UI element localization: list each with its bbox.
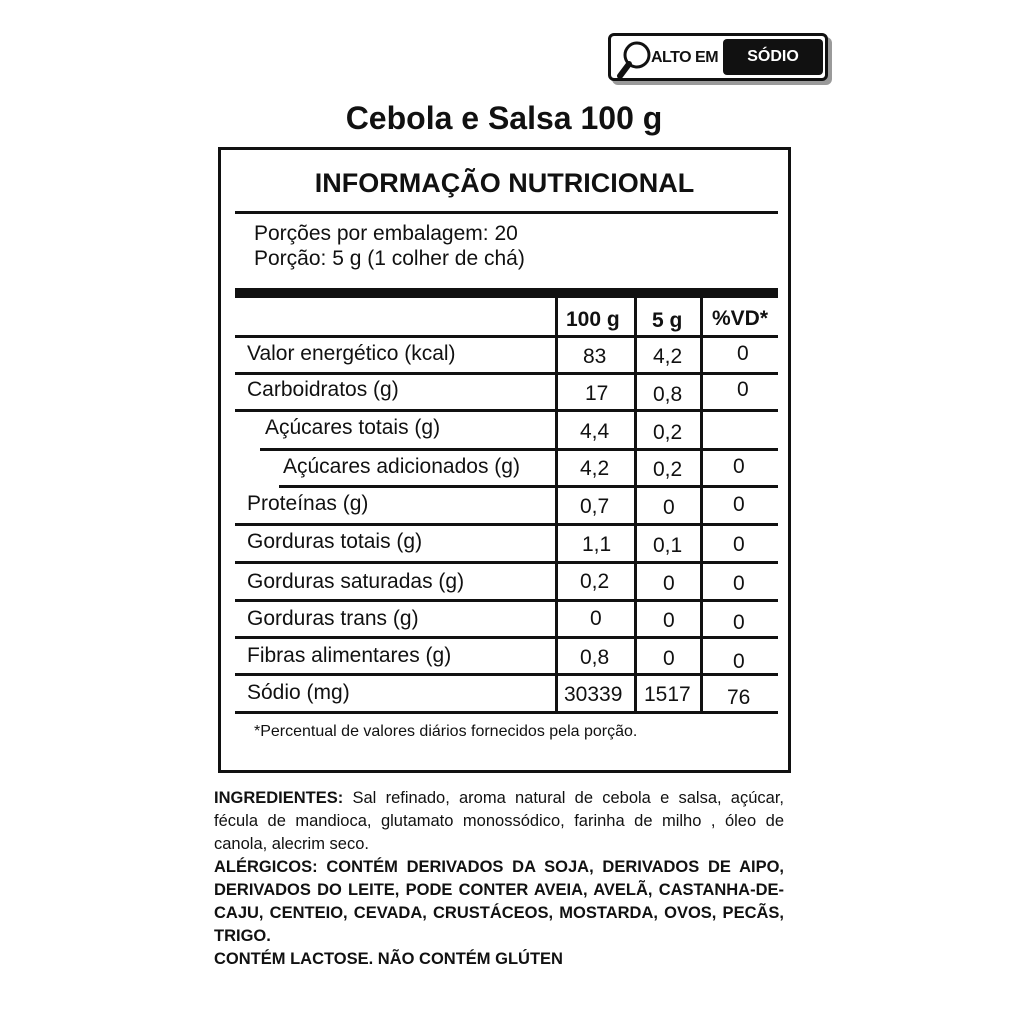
thick-divider	[235, 288, 778, 298]
row-divider	[235, 523, 778, 526]
nutrient-label: Gorduras saturadas (g)	[247, 570, 465, 593]
nutrient-label: Gorduras totais (g)	[247, 530, 423, 553]
nutrient-label: Carboidratos (g)	[247, 378, 399, 401]
ingredients-block	[214, 787, 784, 971]
value-5g: 0,2	[653, 421, 683, 444]
allergens-text: ALÉRGICOS: CONTÉM DERIVADOS DA SOJA, DERIVADOS DE AIPO, DERIVADOS DO LEITE, PODE CONTER AVEIA, AVELÃ, CASTANHA-DE-CAJU, CENTEIO, CEVADA, CRUSTÁCEOS, MOSTARDA, OVOS, PECÃS, TRIGO.	[214, 858, 784, 945]
footnote: *Percentual de valores diários fornecidos pela porção.	[254, 723, 638, 740]
badge-alto-label: ALTO EM	[651, 49, 719, 66]
value-100g: 17	[585, 382, 609, 405]
value-vd: 0	[733, 455, 745, 478]
row-divider	[235, 673, 778, 676]
row-divider	[235, 599, 778, 602]
row-divider	[235, 711, 778, 714]
column-divider	[700, 298, 703, 713]
value-vd: 0	[733, 572, 745, 595]
column-divider	[555, 298, 558, 713]
value-5g: 0	[663, 647, 675, 670]
product-title: Cebola e Salsa 100 g	[345, 100, 663, 136]
value-100g: 0,8	[580, 646, 610, 669]
nutrient-label: Fibras alimentares (g)	[247, 644, 452, 667]
column-divider	[634, 298, 637, 713]
value-vd: 0	[737, 378, 749, 401]
value-100g: 30339	[564, 683, 623, 706]
magnifier-icon	[615, 38, 655, 82]
value-5g: 0,2	[653, 458, 683, 481]
nutrition-panel	[218, 147, 791, 773]
badge-nutrient-label: SÓDIO	[747, 48, 799, 65]
nutrient-label: Açúcares totais (g)	[265, 416, 441, 439]
ingredients-label: INGREDIENTES:	[214, 789, 344, 807]
row-divider	[260, 448, 778, 451]
value-vd: 0	[737, 342, 749, 365]
value-5g: 4,2	[653, 345, 683, 368]
value-5g: 1517	[644, 683, 691, 706]
value-5g: 0,1	[653, 534, 683, 557]
ingredients-paragraph	[214, 787, 784, 856]
serving-size: Porção: 5 g (1 colher de chá)	[254, 247, 525, 270]
nutrient-label: Proteínas (g)	[247, 492, 369, 515]
value-100g: 0	[590, 607, 602, 630]
value-5g: 0,8	[653, 383, 683, 406]
nutrient-label: Açúcares adicionados (g)	[283, 455, 520, 478]
row-divider	[235, 409, 778, 412]
value-vd: 0	[733, 533, 745, 556]
value-100g: 0,7	[580, 495, 610, 518]
row-divider	[235, 561, 778, 564]
value-100g: 0,2	[580, 570, 610, 593]
nutrient-label: Valor energético (kcal)	[247, 342, 456, 365]
portions-per-package: Porções por embalagem: 20	[254, 222, 518, 245]
value-vd: 0	[733, 650, 745, 673]
badge-nutrient-box	[723, 39, 823, 75]
value-vd: 0	[733, 611, 745, 634]
divider	[235, 211, 778, 214]
value-5g: 0	[663, 496, 675, 519]
lactose-gluten-text: CONTÉM LACTOSE. NÃO CONTÉM GLÚTEN	[214, 950, 563, 968]
row-divider	[235, 636, 778, 639]
value-5g: 0	[663, 572, 675, 595]
value-100g: 83	[583, 345, 607, 368]
value-vd: 0	[733, 493, 745, 516]
header-5g: 5 g	[652, 309, 683, 332]
value-100g: 4,4	[580, 420, 610, 443]
header-100g: 100 g	[566, 308, 620, 331]
value-100g: 1,1	[582, 533, 612, 556]
row-divider	[235, 335, 778, 338]
panel-title: INFORMAÇÃO NUTRICIONAL	[314, 168, 695, 198]
row-divider	[235, 372, 778, 375]
nutrient-label: Gorduras trans (g)	[247, 607, 419, 630]
alto-em-sodio-badge	[608, 33, 828, 81]
ingredients-text: Sal refinado, aroma natural de cebola e salsa, açúcar, fécula de mandioca, glutamato monossódico, farinha de milho , óleo de canola, alecrim seco.	[214, 789, 785, 853]
value-vd: 76	[727, 686, 751, 709]
header-vd: %VD*	[712, 307, 769, 330]
row-divider	[279, 485, 778, 488]
value-5g: 0	[663, 609, 675, 632]
nutrient-label: Sódio (mg)	[247, 681, 350, 704]
value-100g: 4,2	[580, 457, 610, 480]
